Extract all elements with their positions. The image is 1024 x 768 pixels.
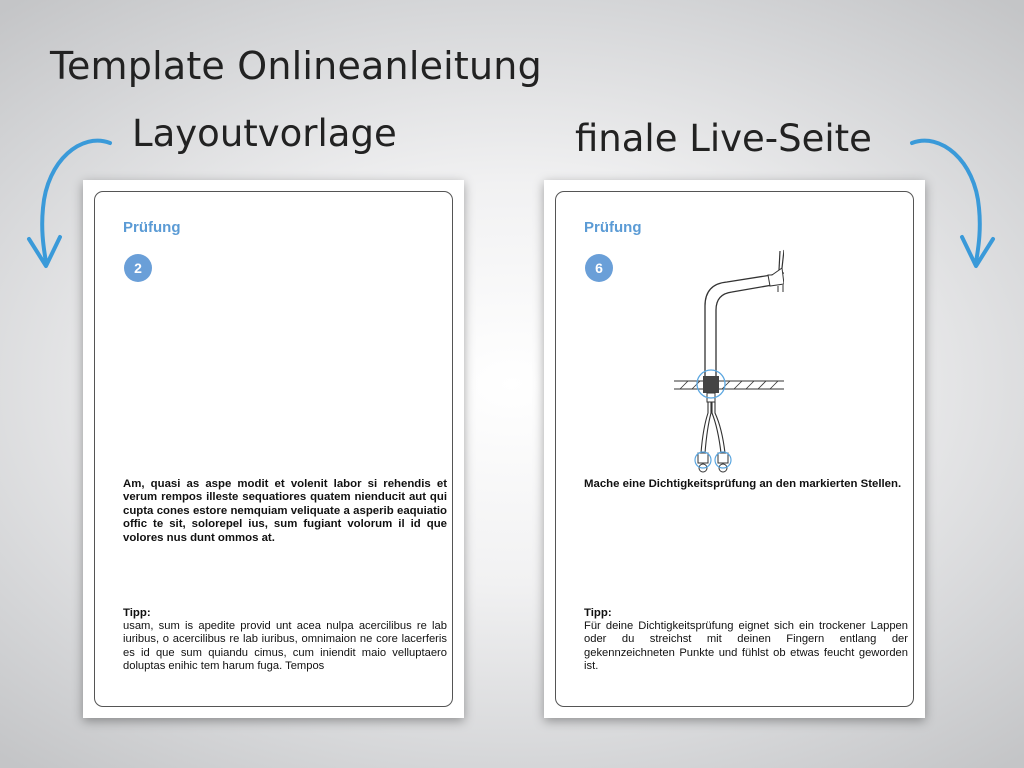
live-page-frame — [555, 191, 914, 707]
tip-text: usam, sum is apedite provid unt acea nulpa acercilibus re lab iuribus, o acercilibus re lab iuribus, omnimaion ne core lacerferis es id que sum quiandu cimus, cum iniendit maio velluptaero doluptas enihic tem harum fuga. Tempos — [123, 620, 447, 673]
page-heading: Prüfung — [123, 219, 181, 236]
tip-label: Tipp: — [123, 607, 151, 619]
step-badge: 2 — [124, 254, 152, 282]
label-live-seite: finale Live-Seite — [575, 117, 872, 160]
template-page — [83, 180, 464, 718]
template-page-frame — [94, 191, 453, 707]
label-layoutvorlage: Layoutvorlage — [132, 112, 397, 155]
tip-label: Tipp: — [584, 607, 612, 619]
page-heading: Prüfung — [584, 219, 642, 236]
step-badge: 6 — [585, 254, 613, 282]
page-body-text: Mache eine Dichtigkeitsprüfung an den markierten Stellen. — [584, 478, 902, 490]
slide-title: Template Onlineanleitung — [50, 44, 542, 88]
live-page — [544, 180, 925, 718]
tip-text: Für deine Dichtigkeitsprüfung eignet sich ein trockener Lappen oder du streichst mit deinen Fingern entlang der gekennzeichneten Punkte und fühlst ob etwas feucht geworden ist. — [584, 620, 908, 673]
faucet-illustration — [674, 248, 784, 478]
page-body-text: Am, quasi as aspe modit et volenit labor si rehendis et verum rempos illeste sequatiores quatem nienducit aut qui cupta cones estore nemquiam veliquate a asperib eaquiatio offic te sit, solorepel ius, sum fugiant volorum il id que volores nus dunt ommos at. — [123, 478, 447, 544]
